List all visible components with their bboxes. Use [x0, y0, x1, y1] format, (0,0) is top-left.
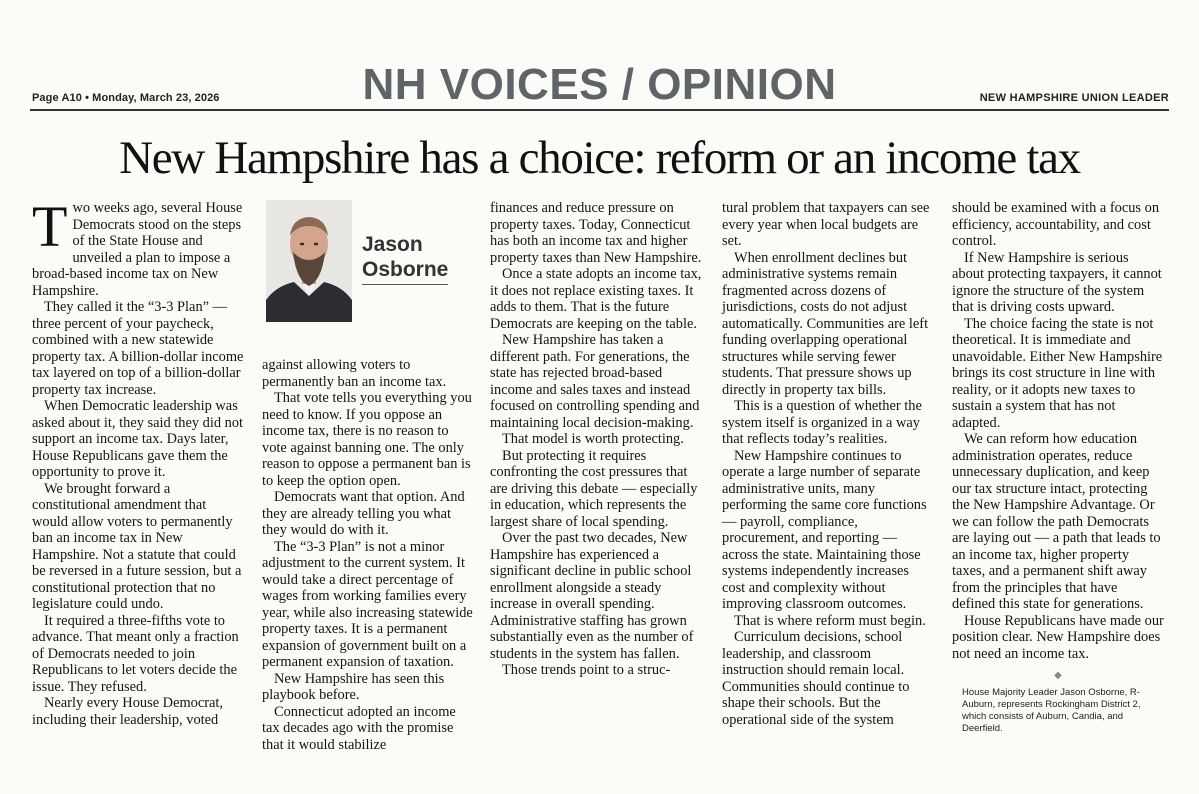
- paragraph: This is a question of whether the system itself is organized in a way that reflects today’s realities.: [722, 398, 922, 447]
- paragraph: We brought forward a constitutional amendment that would allow voters to permanently ban an income tax in New Hampshire. Not a statute that could be reversed in a future session, but a constitutional protection that no legislature could undo.: [32, 480, 242, 612]
- author-photo: [266, 200, 352, 322]
- paragraph: Nearly every House Democrat, including their leadership, voted: [32, 695, 224, 728]
- article-column-5: [952, 200, 1164, 735]
- paragraph: Curriculum decisions, school leadership, and classroom instruction should remain local. Communities should continue to shape their schools. But the operational side of the system: [722, 629, 910, 728]
- byline-rule: [362, 284, 448, 285]
- byline-block: [262, 200, 474, 357]
- publication-name: NEW HAMPSHIRE UNION LEADER: [979, 92, 1169, 104]
- article-headline: New Hampshire has a choice: reform or an income tax: [119, 132, 1080, 184]
- paragraph: Over the past two decades, New Hampshire has experienced a significant decline in public school enrollment alongside a steady increase in overall spending. Administrative staffing has grown substantially even as the number of students in the system has fallen.: [490, 530, 694, 662]
- end-mark-icon: ◆: [1054, 670, 1062, 681]
- paragraph: New Hampshire continues to operate a large number of separate administrative units, many performing the same core functions — payroll, compliance, procurement, and reporting — across the state. Maintaining those systems independently increases cost and complexity without improving classroom outcomes.: [722, 447, 927, 612]
- paragraph: Democrats want that option. And they are already telling you what they would do with it.: [262, 489, 465, 538]
- article-column-2: [262, 200, 474, 753]
- paragraph: The “3-3 Plan” is not a minor adjustment to the current system. It would take a direct percentage of wages from working families every year, while also increasing statewide property taxes. It is a permanent expansion of government built on a permanent expansion of taxation.: [262, 538, 473, 670]
- paragraph: That is where reform must begin.: [734, 612, 926, 629]
- paragraph: If New Hampshire is serious about protecting taxpayers, it cannot ignore the structure of the system that is driving costs upward.: [952, 249, 1162, 315]
- drop-cap: T: [32, 194, 68, 259]
- article-column-1: [32, 194, 244, 728]
- paragraph: But protecting it requires confronting the cost pressures that are driving this debate — especially in education, which represents the largest share of local spending.: [490, 447, 698, 530]
- paragraph: Connecticut adopted an income tax decades ago with the promise that it would stabilize: [262, 703, 456, 753]
- paragraph: That vote tells you everything you need to know. If you oppose an income tax, there is no reason to vote against banning one. The only reason to oppose a permanent ban is to keep the option open.: [262, 390, 472, 489]
- paragraph: against allowing voters to permanently ban an income tax.: [262, 357, 447, 390]
- author-name: Jason Osborne: [362, 233, 449, 281]
- paragraph: When Democratic leadership was asked about it, they said they did not support an income tax. Days later, House Republicans gave them the opportunity to prove it.: [32, 398, 244, 480]
- paragraph: finances and reduce pressure on property taxes. Today, Connecticut has both an income tax and higher property taxes than New Hampshire.: [490, 200, 702, 266]
- paragraph: New Hampshire has taken a different path. For generations, the state has rejected broad-based income and sales taxes and instead focused on controlling spending and maintaining local decision-making.: [490, 332, 700, 431]
- paragraph: They called it the “3-3 Plan” — three percent of your paycheck, combined with a new statewide property tax. A billion-dollar income tax layered on top of a billion-dollar property tax increase.: [32, 299, 244, 398]
- header-rule: [30, 109, 1169, 111]
- paragraph: Once a state adopts an income tax, it does not replace existing taxes. It adds to them. That is the future Democrats are keeping on the table.: [490, 266, 702, 332]
- section-title: NH VOICES / OPINION: [362, 60, 837, 109]
- page-date-line: Page A10 • Monday, March 23, 2026: [32, 92, 220, 104]
- author-portrait-icon: [266, 200, 352, 322]
- paragraph: New Hampshire has seen this playbook before.: [262, 670, 445, 703]
- paragraph: We can reform how education administration operates, reduce unnecessary duplication, and keep our tax structure intact, protecting the New Hampshire Advantage. Or we can follow the path Democrats are laying out — a path that leads to an income tax, higher property taxes, and a permanent shift away from the principles that have defined this state for generations.: [952, 431, 1161, 612]
- paragraph: That model is worth protecting.: [502, 431, 684, 447]
- paragraph: The choice facing the state is not theoretical. It is immediate and unavoidable. Either New Hampshire brings its cost structure in line with reality, or it adopts new taxes to sustain a system that has not adapted.: [952, 315, 1163, 431]
- paragraph: When enrollment declines but administrative systems remain fragmented across dozens of jurisdictions, costs do not adjust automatically. Communities are left funding overlapping operational structures while serving fewer students. That pressure shows up directly in property tax bills.: [722, 249, 929, 398]
- paragraph: should be examined with a focus on efficiency, accountability, and cost control.: [952, 200, 1160, 249]
- author-bio: House Majority Leader Jason Osborne, R-Auburn, represents Rockingham District 2, which consists of Auburn, Candia, and Deerfield.: [962, 686, 1141, 734]
- article-column-3: [490, 200, 702, 679]
- article-column-4: [722, 200, 934, 728]
- paragraph: House Republicans have made our position clear. New Hampshire does not need an income tax.: [952, 612, 1164, 662]
- paragraph: Two weeks ago, several House Democrats stood on the steps of the State House and unveiled a plan to impose a broad-based income tax on New Hampshire.: [32, 194, 243, 299]
- paragraph: It required a three-fifths vote to advance. That meant only a fraction of Democrats needed to join Republicans to let voters decide the issue. They refused.: [32, 612, 239, 695]
- paragraph: Those trends point to a struc-: [502, 662, 671, 678]
- paragraph: tural problem that taxpayers can see every year when local budgets are set.: [722, 200, 930, 249]
